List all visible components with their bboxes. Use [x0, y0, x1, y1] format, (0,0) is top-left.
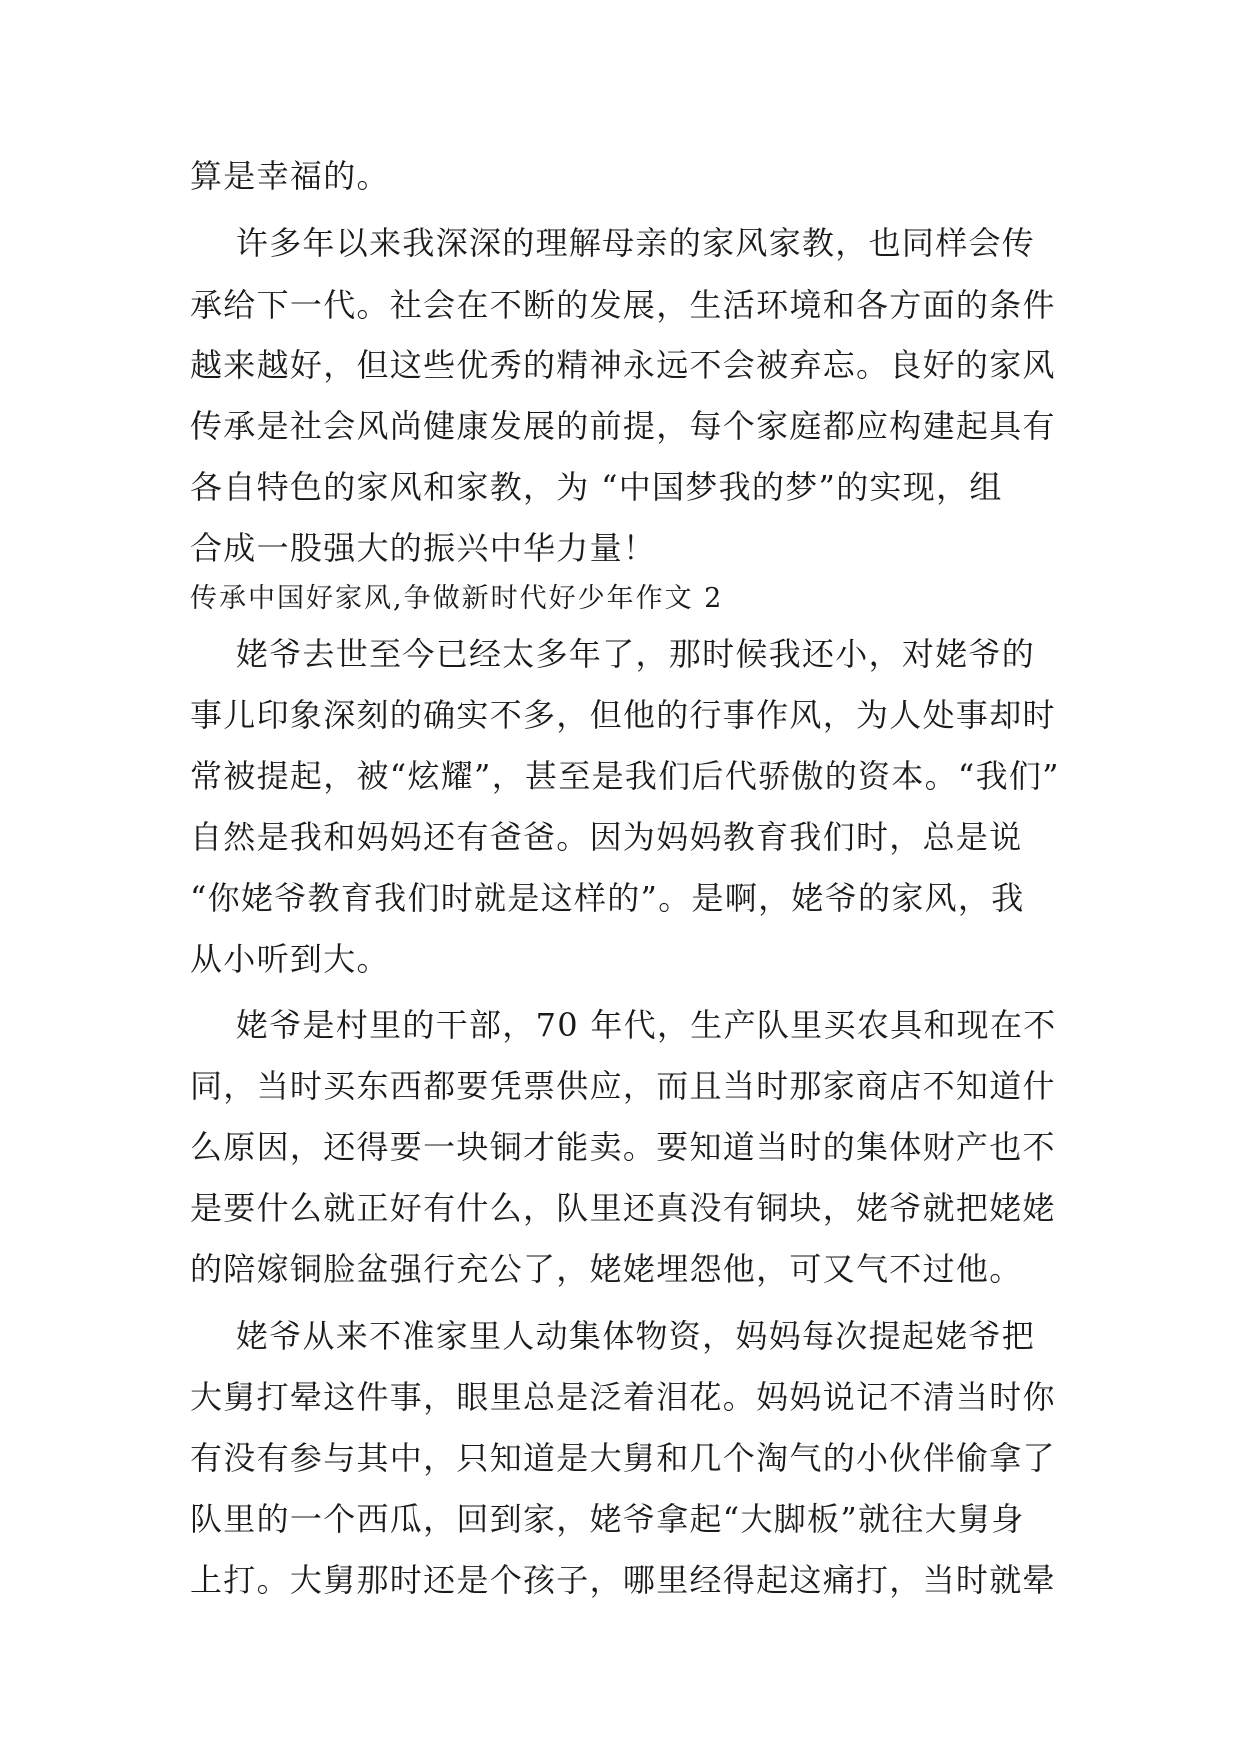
text-line: 合成一股强大的振兴中华力量！	[190, 529, 657, 567]
text-line: 各自特色的家风和家教，为 “中国梦我的梦”的实现，组	[190, 468, 1003, 506]
text-line: 姥爷从来不准家里人动集体物资，妈妈每次提起姥爷把	[190, 1317, 1036, 1355]
section-heading: 传承中国好家风,争做新时代好少年作文 2	[190, 583, 724, 614]
text-line: 从小听到大。	[190, 940, 390, 978]
text-line: 事儿印象深刻的确实不多，但他的行事作风，为人处事却时	[190, 696, 1056, 734]
text-line: 的陪嫁铜脸盆强行充公了，姥姥埋怨他，可又气不过他。	[190, 1250, 1023, 1288]
text-line: 传承是社会风尚健康发展的前提，每个家庭都应构建起具有	[190, 407, 1056, 445]
text-line: 上打。大舅那时还是个孩子，哪里经得起这痛打，当时就晕	[190, 1561, 1056, 1599]
text-line: 同，当时买东西都要凭票供应，而且当时那家商店不知道什	[190, 1067, 1056, 1105]
text-line: 越来越好，但这些优秀的精神永远不会被弃忘。良好的家风	[190, 346, 1056, 384]
text-line: “你姥爷教育我们时就是这样的”。是啊，姥爷的家风，我	[190, 879, 1025, 917]
text-line: 常被提起，被“炫耀”，甚至是我们后代骄傲的资本。“我们”	[190, 757, 1060, 795]
text-line: 承给下一代。社会在不断的发展，生活环境和各方面的条件	[190, 286, 1056, 324]
text-line: 有没有参与其中，只知道是大舅和几个淘气的小伙伴偷拿了	[190, 1439, 1056, 1477]
text-line: 大舅打晕这件事，眼里总是泛着泪花。妈妈说记不清当时你	[190, 1378, 1056, 1416]
text-line: 么原因，还得要一块铜才能卖。要知道当时的集体财产也不	[190, 1128, 1056, 1166]
text-line: 姥爷是村里的干部，70 年代，生产队里买农具和现在不	[190, 1006, 1057, 1044]
text-line: 姥爷去世至今已经太多年了，那时候我还小，对姥爷的	[190, 635, 1036, 673]
text-line: 许多年以来我深深的理解母亲的家风家教，也同样会传	[190, 224, 1036, 262]
text-line: 算是幸福的。	[190, 157, 390, 195]
text-line: 自然是我和妈妈还有爸爸。因为妈妈教育我们时，总是说	[190, 818, 1023, 856]
text-line: 队里的一个西瓜，回到家，姥爷拿起“大脚板”就往大舅身	[190, 1500, 1025, 1538]
text-line: 是要什么就正好有什么，队里还真没有铜块，姥爷就把姥姥	[190, 1189, 1056, 1227]
